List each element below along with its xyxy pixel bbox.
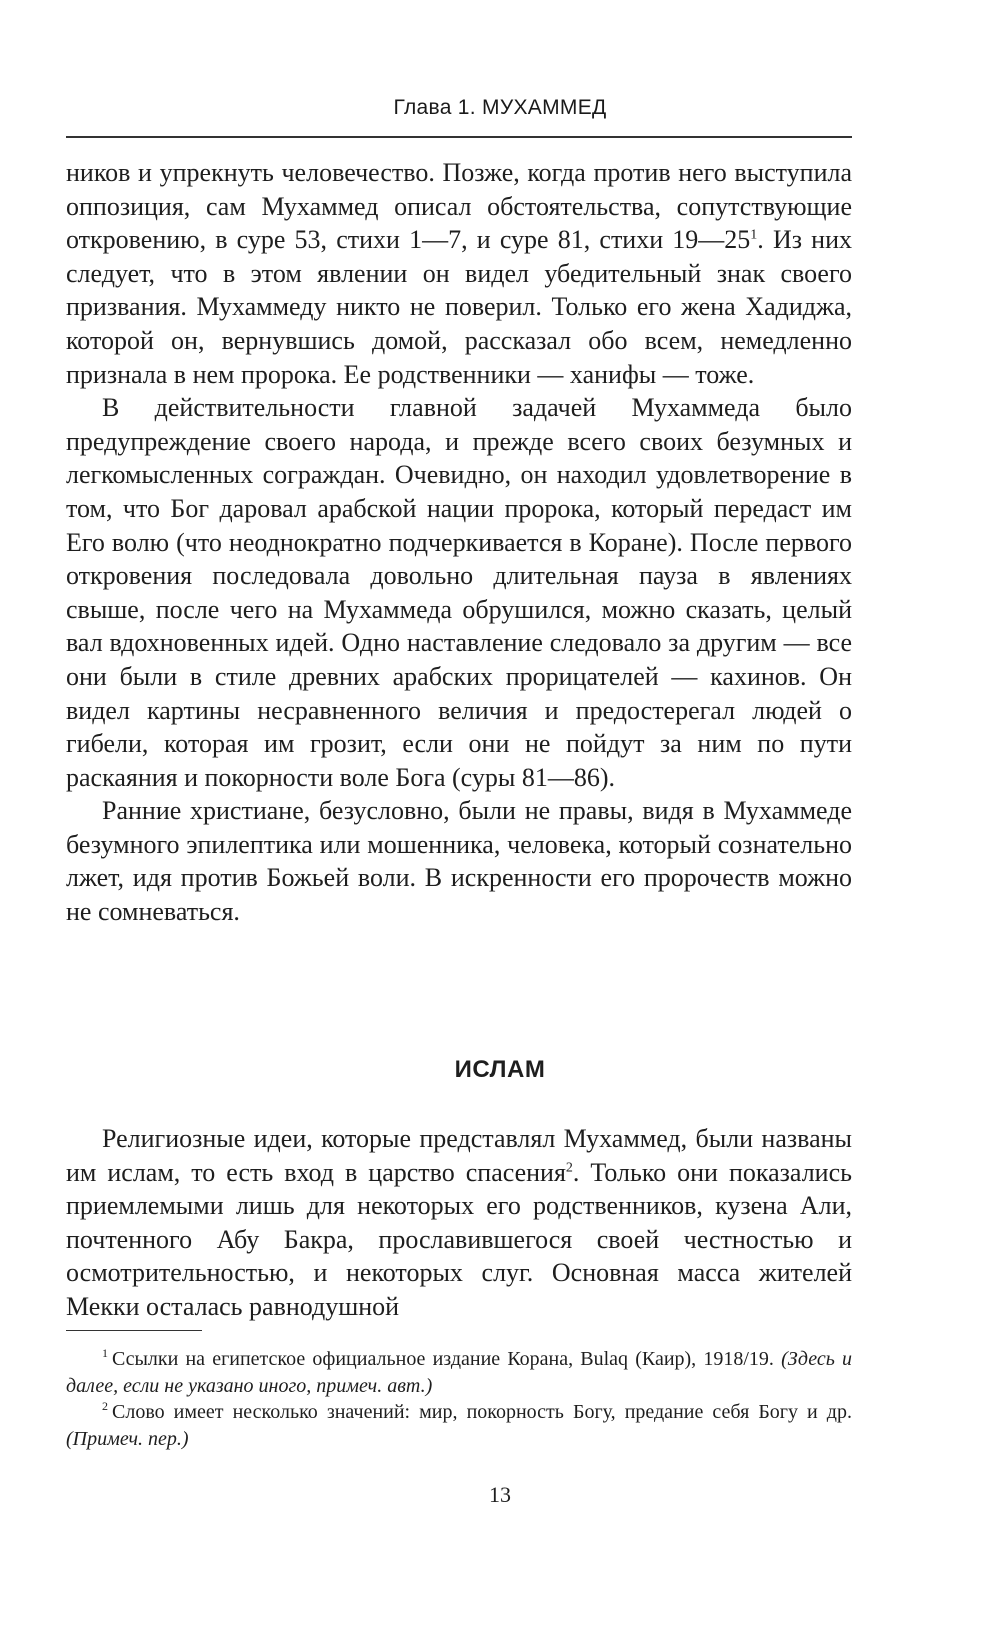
footnote-divider [66,1330,202,1331]
paragraph-1-text-a: ников и упрекнуть человечество. Позже, когда против него выступила оппозиция, сам Мухаммед описал обстоятельства, сопутствующие откровению, в суре 53, стихи 1—7, и суре 81, стихи 19—25 [66,158,852,255]
paragraph-4-text-b: . Только они показались приемлемыми лишь для некоторых его родственников, кузена Али, почтенного Абу Бакра, прославившегося своей честностью и осмотрительностью, и некоторых слуг. Основная масса жителей Мекки осталась равнодушной [66,1157,852,1321]
paragraph-4 [66,1122,852,1324]
footnote-1-italic: (Здесь и далее, если не указано иного, примеч. авт.) [66,1348,852,1397]
main-text [66,156,852,929]
paragraph-2: В действительности главной задачей Мухаммеда было предупреждение своего народа, и прежде всего своих безумных и легкомысленных сограждан. Очевидно, он находил удовлетворение в том, что Бог даровал арабской нации пророка, который передаст им Его волю (что неоднократно подчеркивается в Коране). После первого откровения последовала довольно длительная пауза в явлениях свыше, после чего на Мухаммеда обрушился, можно сказать, целый вал вдохновенных идей. Одно наставление следовало за другим — все они были в стиле древних арабских прорицателей — кахинов. Он видел картины несравненного величия и предостерегал людей о гибели, которая им грозит, если они не пойдут за ним по пути раскаяния и покорности воле Бога (суры 81—86). [66,393,852,792]
paragraph-1-text-b: . Из них следует, что в этом явлении он видел убедительный знак своего призвания. Мухаммеду никто не поверил. Только его жена Хадиджа, которой он, вернувшись домой, рассказал обо всем, немедленно признала в нем пророка. Ее родственники — ханифы — тоже. [66,225,852,389]
footnote-1-text: Ссылки на египетское официальное издание Корана, Bulaq (Каир), 1918/19. [112,1348,782,1370]
paragraph-1 [66,156,852,391]
paragraph-4-text-a: Религиозные идеи, которые представлял Мухаммед, были названы им ислам, то есть вход в царство спасения [66,1124,852,1187]
section-heading: ИСЛАМ [454,1056,546,1083]
paragraph-3: Ранние христиане, безусловно, были не правы, видя в Мухаммеде безумного эпилептика или мошенника, человека, который сознательно лжет, идя против Божьей воли. В искренности его пророчеств можно не сомневаться. [66,796,852,927]
footnote-ref-1[interactable]: 1 [750,227,758,243]
footnote-1 [66,1346,852,1399]
header-divider [66,136,852,138]
running-header: Глава 1. МУХАММЕД [393,96,607,119]
section-text [66,1122,852,1324]
footnote-2-italic: (Примеч. пер.) [66,1427,189,1450]
footnotes [66,1346,852,1452]
footnote-2 [66,1399,852,1452]
footnote-2-mark: 2 [102,1399,108,1414]
footnote-2-text: Слово имеет несколько значений: мир, покорность Богу, предание себя Богу и др. [112,1401,852,1423]
page-number: 13 [489,1482,511,1507]
footnote-1-mark: 1 [102,1346,108,1361]
footnote-ref-2[interactable]: 2 [565,1159,573,1175]
